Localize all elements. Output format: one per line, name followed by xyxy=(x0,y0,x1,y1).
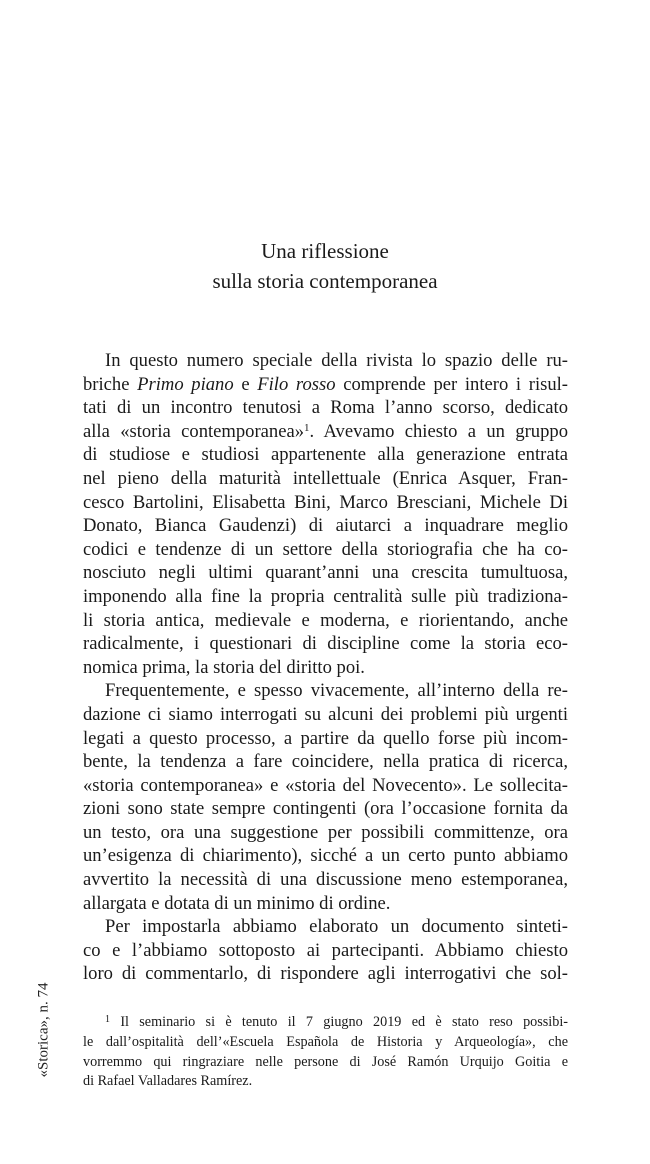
rubric-primo-piano: Primo piano xyxy=(137,373,234,395)
body-line: co e l’abbiamo sottoposto ai partecipanti. Abbiamo chiesto xyxy=(83,939,568,961)
body-line: legati a questo processo, a partire da quello forse più incom- xyxy=(83,727,568,749)
body-line: Per impostarla abbiamo elaborato un documento sinteti- xyxy=(105,916,568,938)
rubric-filo-rosso: Filo rosso xyxy=(257,373,336,395)
body-line: nosciuto negli ultimi quarant’anni una crescita tumultuosa, xyxy=(83,562,568,584)
title-line-2: sulla storia contemporanea xyxy=(212,269,438,293)
body-line: loro di commentarlo, di rispondere agli interrogativi che sol- xyxy=(83,963,568,985)
article-title xyxy=(100,236,550,296)
body-line: Donato, Bianca Gaudenzi) di aiutarci a inquadrare meglio xyxy=(83,515,568,537)
body-line: un testo, ora una suggestione per possibili committenze, ora xyxy=(83,821,568,843)
body-line: di studiose e studiosi appartenente alla generazione entrata xyxy=(83,444,568,466)
body-line: bente, la tendenza a fare coincidere, nella pratica di ricerca, xyxy=(83,751,568,773)
body-line: Frequentemente, e spesso vivacemente, all’interno della re- xyxy=(105,680,568,702)
body-line: avvertito la necessità di una discussione meno estemporanea, xyxy=(83,869,568,891)
body-line: cesco Bartolini, Elisabetta Bini, Marco Bresciani, Michele Di xyxy=(83,491,568,513)
body-line: nomica prima, la storia del diritto poi. xyxy=(83,656,365,678)
body-line: dazione ci siamo interrogati su alcuni dei problemi più urgenti xyxy=(83,703,568,725)
body-line: tati di un incontro tenutosi a Roma l’anno scorso, dedicato xyxy=(83,397,568,419)
footnote xyxy=(83,1013,568,1092)
body-line: briche Primo piano e Filo rosso comprende per intero i risul- xyxy=(83,373,569,395)
body-line: allargata e dotata di un minimo di ordine. xyxy=(83,892,391,914)
footnote-line: di Rafael Valladares Ramírez. xyxy=(83,1073,253,1090)
footnote-line: le dall’ospitalità dell’«Escuela Española de Historia y Arqueología», che xyxy=(83,1033,568,1050)
body-line: «storia contemporanea» e «storia del Novecento». Le sollecita- xyxy=(83,774,568,796)
footnote-marker: 1 xyxy=(105,1014,110,1025)
body-line: In questo numero speciale della rivista lo spazio delle ru- xyxy=(105,350,568,371)
article-body xyxy=(83,349,568,986)
body-line: nel pieno della maturità intellettuale (Enrica Asquer, Fran- xyxy=(83,467,568,489)
body-line: zioni sono state sempre contingenti (ora l’occasione fornita da xyxy=(83,798,568,820)
footnote-line: vorremmo qui ringraziare nelle persone di José Ramón Urquijo Goitia e xyxy=(83,1053,568,1070)
footnote-line: $^1$ Il seminario si è tenuto il 7 giugno 2019 ed è stato reso possibi- xyxy=(105,1014,568,1030)
body-line: li storia antica, medievale e moderna, e riorientando, anche xyxy=(83,609,568,631)
body-line: imponendo alla fine la propria centralità sulle più tradiziona- xyxy=(83,585,568,607)
body-line: un’esigenza di chiarimento), sicché a un certo punto abbiamo xyxy=(83,845,568,867)
footnote-reference[interactable]: 1 xyxy=(304,421,310,434)
title-line-1: Una riflessione xyxy=(261,239,389,263)
body-line: codici e tendenze di un settore della storiografia che ha co- xyxy=(83,538,568,560)
body-line: radicalmente, i questionari di discipline come la storia eco- xyxy=(83,633,568,655)
running-head: «Storica», n. 74 xyxy=(35,982,52,1078)
body-line: alla «storia contemporanea»$^1$. Avevamo chiesto a un gruppo xyxy=(83,420,568,442)
